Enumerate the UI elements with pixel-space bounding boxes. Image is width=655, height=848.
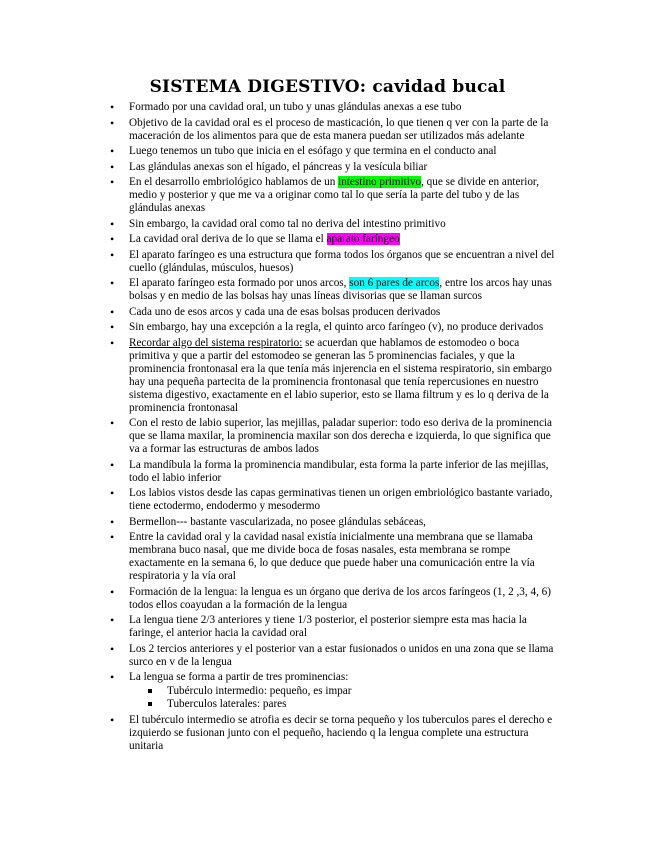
bullet-text: Sin embargo, hay una excepción a la regla, el quinto arco faríngeo (v), no produce derivados bbox=[129, 321, 544, 333]
sub-bullet-list bbox=[129, 685, 558, 711]
bullet-text: , entre los arcos hay unas bolsas y en medio de las bolsas hay unas líneas divisorias que se llaman surcos bbox=[129, 277, 552, 302]
bullet-text: se acuerdan que hablamos de estomodeo o boca primitiva y que a partir del estomodeo se generan las 5 prominencias faciales, y que la prominencia frontonasal era la que tenía más injerencia en el sistema respiratorio, sin embargo hay una pequeña partecita de la prominencia frontonasal que tenía repercusiones en nuestro sistema digestivo, exactamente en el labio superior, esto se llama filtrum y es lo q deriva de la prominencia frontonasal bbox=[129, 336, 552, 414]
bullet-text: Los labios vistos desde las capas germinativas tienen un origen embriológico bastante variado, tiene ectodermo, endodermo y mesodermo bbox=[129, 487, 553, 512]
notes-bullet-list bbox=[108, 101, 558, 755]
bullet-item bbox=[108, 218, 558, 231]
bullet-text: , que se divide en anterior, medio y posterior y que me va a originar como tal lo que sería la parte del tubo y de las glándulas anexas bbox=[129, 176, 539, 214]
bullet-text: Los 2 tercios anteriores y el posterior van a estar fusionados o unidos en una zona que se llama surco en v de la lengua bbox=[129, 642, 554, 668]
bullet-item bbox=[108, 586, 558, 612]
bullet-item bbox=[108, 614, 558, 640]
bullet-text: El aparato faríngeo esta formado por unos arcos, bbox=[129, 277, 350, 289]
bullet-item bbox=[108, 321, 558, 334]
bullet-text: Luego tenemos un tubo que inicia en el esófago y que termina en el conducto anal bbox=[129, 145, 497, 157]
bullet-text: Objetivo de la cavidad oral es el proceso de masticación, lo que tienen q ver con la parte de la maceración de los alimentos para que de esta manera puedan ser utilizados más adelante bbox=[129, 116, 549, 142]
highlighted-text: son 6 pares de arcos bbox=[349, 277, 440, 289]
bullet-text: Las glándulas anexas son el hígado, el páncreas y la vesícula biliar bbox=[129, 160, 428, 173]
bullet-text: Bermellon--- bastante vascularizada, no posee glándulas sebáceas, bbox=[129, 515, 426, 528]
bullet-text: La mandíbula la forma la prominencia mandibular, esta forma la parte inferior de las mejillas, todo el labio inferior bbox=[129, 458, 549, 484]
bullet-text: Entre la cavidad oral y la cavidad nasal existía inicialmente una membrana que se llamaba membrana buco nasal, que me divide boca de fosas nasales, esta membrana se rompe exactamente en la semana 6, lo que deduce que puede haber una comunicación entre la vía respiratoria y la vía oral bbox=[129, 531, 535, 582]
bullet-item bbox=[108, 337, 558, 415]
highlighted-text: intestino primitivo bbox=[338, 176, 422, 188]
sub-bullet-text: Tuberculos laterales: pares bbox=[167, 698, 287, 710]
bullet-item bbox=[108, 671, 558, 711]
bullet-text: La lengua se forma a partir de tres prominencias: bbox=[129, 671, 349, 683]
bullet-text: El aparato faríngeo es una estructura que forma todos los órganos que se encuentran a nivel del cuello (glándulas, músculos, huesos) bbox=[129, 248, 555, 274]
bullet-item bbox=[108, 417, 558, 456]
bullet-text: Cada uno de esos arcos y cada una de esas bolsas producen derivados bbox=[129, 305, 441, 318]
bullet-text: El tubérculo intermedio se atrofia es decir se torna pequeño y los tuberculos pares el derecho e izquierdo se fusionan junto con el pequeño, haciendo q la lengua complete una estructura unitaria bbox=[129, 713, 553, 752]
bullet-item bbox=[108, 459, 558, 485]
bullet-text: Sin embargo, la cavidad oral como tal no deriva del intestino primitivo bbox=[129, 217, 446, 230]
bullet-text: Con el resto de labio superior, las mejillas, paladar superior: todo eso deriva de la prominencia que se llama maxilar, la prominencia maxilar son dos derecha e izquierda, lo que significa que va a formar las estructuras de ambos lados bbox=[129, 417, 552, 455]
underlined-text: Recordar algo del sistema respiratorio: bbox=[129, 336, 303, 349]
bullet-item bbox=[108, 306, 558, 319]
bullet-item bbox=[108, 516, 558, 529]
bullet-item bbox=[108, 161, 558, 174]
bullet-item bbox=[108, 145, 558, 158]
bullet-item bbox=[108, 101, 558, 114]
sub-bullet-text: Tubérculo intermedio: pequeño, es impar bbox=[167, 685, 352, 697]
bullet-item bbox=[108, 643, 558, 669]
bullet-item bbox=[108, 117, 558, 143]
bullet-text: La lengua tiene 2/3 anteriores y tiene 1/3 posterior, el posterior siempre esta mas hacia la faringe, el anterior hacia la cavidad oral bbox=[129, 614, 527, 639]
bullet-text: Formado por una cavidad oral, un tubo y unas glándulas anexas a ese tubo bbox=[129, 101, 462, 113]
bullet-item bbox=[108, 277, 558, 303]
bullet-item bbox=[108, 176, 558, 215]
sub-bullet-item bbox=[129, 698, 558, 711]
bullet-item bbox=[108, 531, 558, 583]
bullet-text: En el desarrollo embriológico hablamos de un bbox=[129, 176, 339, 188]
highlighted-text: aparato faríngeo bbox=[326, 233, 400, 245]
bullet-text: La cavidad oral deriva de lo que se llama el bbox=[129, 233, 327, 245]
sub-bullet-item bbox=[129, 685, 558, 698]
bullet-item bbox=[108, 249, 558, 275]
bullet-text: Formación de la lengua: la lengua es un órgano que deriva de los arcos faríngeos (1, 2 ,3, 4, 6) todos ellos coayudan a la formación de la lengua bbox=[129, 585, 551, 611]
document-title: SISTEMA DIGESTIVO: cavidad bucal bbox=[149, 77, 506, 97]
bullet-item bbox=[108, 233, 558, 246]
bullet-item bbox=[108, 487, 558, 513]
bullet-item bbox=[108, 714, 558, 753]
